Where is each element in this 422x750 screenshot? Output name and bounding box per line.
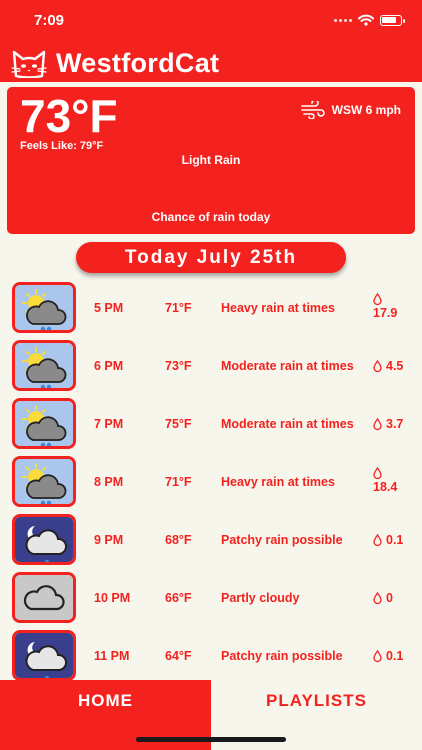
hour-time: 11 PM — [94, 649, 130, 663]
tab-home[interactable]: HOME — [0, 680, 211, 750]
hour-temp: 66°F — [165, 591, 192, 605]
hour-row[interactable] — [0, 514, 422, 572]
home-indicator — [136, 737, 286, 742]
cat-logo-icon — [10, 48, 48, 78]
day-rain-icon — [12, 398, 76, 449]
hourly-list[interactable] — [0, 282, 422, 688]
raindrop-icon — [373, 534, 382, 546]
hour-desc: Moderate rain at times — [221, 359, 354, 373]
hour-precip: 0.1 — [373, 641, 419, 671]
hour-row[interactable] — [0, 340, 422, 398]
raindrop-icon — [373, 650, 382, 662]
raindrop-icon — [373, 418, 382, 430]
hour-precip: 0.1 — [373, 525, 419, 555]
app-title: WestfordCat — [56, 47, 220, 78]
hour-temp: 64°F — [165, 649, 192, 663]
day-rain-icon — [12, 282, 76, 333]
hour-temp: 71°F — [165, 301, 192, 315]
hour-temp: 68°F — [165, 533, 192, 547]
hour-precip: 18.4 — [373, 467, 419, 497]
wind-text: WSW 6 mph — [331, 103, 401, 117]
hour-row[interactable] — [0, 456, 422, 514]
hour-desc: Patchy rain possible — [221, 649, 343, 663]
hour-precip: 3.7 — [373, 409, 419, 439]
current-condition: Light Rain — [181, 153, 241, 167]
hour-time: 7 PM — [94, 417, 124, 431]
raindrop-icon — [373, 360, 382, 372]
day-rain-icon — [12, 456, 76, 507]
hour-row[interactable] — [0, 572, 422, 630]
wind-icon — [300, 101, 326, 119]
hour-precip: 0 — [373, 583, 419, 613]
status-time: 7:09 — [34, 12, 65, 29]
night-rain-icon — [12, 514, 76, 565]
hour-desc: Moderate rain at times — [221, 417, 354, 431]
hour-desc: Heavy rain at times — [221, 301, 335, 315]
hour-time: 5 PM — [94, 301, 124, 315]
rain-chance: Chance of rain today — [151, 210, 271, 224]
hour-precip: 17.9 — [373, 293, 419, 323]
tab-playlists[interactable]: PLAYLISTS — [211, 680, 422, 750]
battery-icon — [380, 15, 402, 26]
hour-time: 6 PM — [94, 359, 124, 373]
hour-time: 10 PM — [94, 591, 131, 605]
hour-temp: 71°F — [165, 475, 192, 489]
current-weather-card — [7, 87, 415, 234]
hour-time: 8 PM — [94, 475, 124, 489]
hour-row[interactable] — [0, 282, 422, 340]
cloud-icon — [12, 572, 76, 623]
wifi-icon — [358, 14, 374, 26]
hour-row[interactable] — [0, 398, 422, 456]
signal-icon — [334, 19, 352, 22]
hour-desc: Patchy rain possible — [221, 533, 343, 547]
hour-temp: 73°F — [165, 359, 192, 373]
hour-desc: Partly cloudy — [221, 591, 300, 605]
wind-info — [300, 101, 401, 119]
raindrop-icon — [373, 592, 382, 604]
feels-like: Feels Like: 79°F — [20, 140, 104, 152]
night-rain-icon — [12, 630, 76, 681]
raindrop-icon — [373, 293, 382, 305]
hour-precip: 4.5 — [373, 351, 419, 381]
day-rain-icon — [12, 340, 76, 391]
app-header — [10, 46, 219, 80]
status-icons — [334, 14, 402, 26]
hour-temp: 75°F — [165, 417, 192, 431]
raindrop-icon — [373, 467, 382, 479]
hour-time: 9 PM — [94, 533, 124, 547]
current-temperature: 73°F — [20, 90, 118, 142]
date-label: Today July 25th — [76, 242, 346, 273]
hour-desc: Heavy rain at times — [221, 475, 335, 489]
